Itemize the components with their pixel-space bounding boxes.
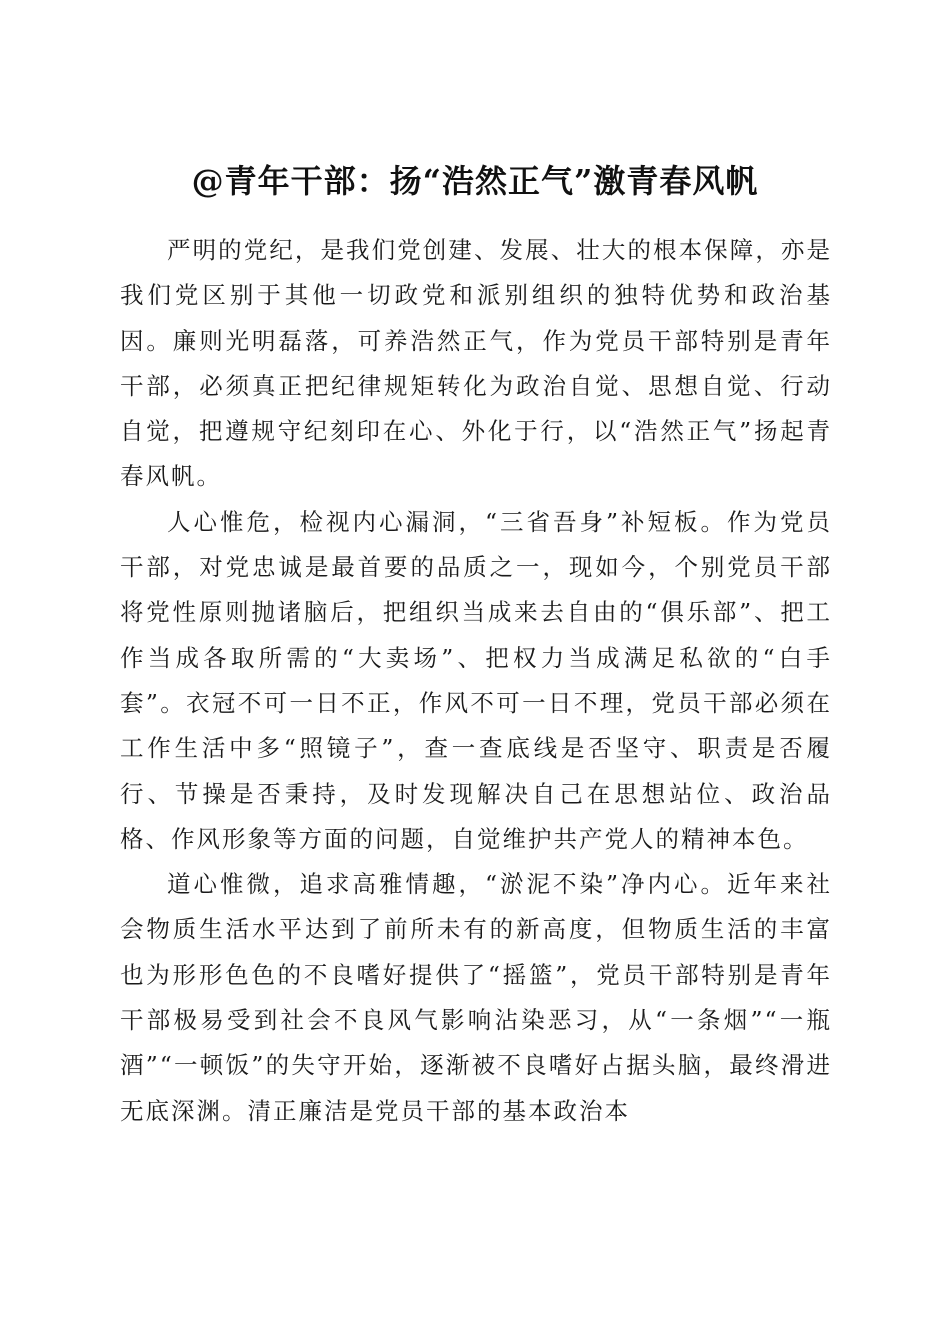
paragraph-2: 人心惟危，检视内心漏洞，“三省吾身”补短板。作为党员干部，对党忠诚是最首要的品质之一，现如今，个别党员干部将党性原则抛诸脑后，把组织当成来去自由的“俱乐部”、把工作当成各取所需的“大卖场”、把权力当成满足私欲的“白手套”。衣冠不可一日不正，作风不可一日不理，党员干部必须在工作生活中多“照镜子”，查一查底线是否坚守、职责是否履行、节操是否秉持，及时发现解决自己在思想站位、政治品格、作风形象等方面的问题，自觉维护共产党人的精神本色。 [120, 507, 832, 853]
paragraph-1: 严明的党纪，是我们党创建、发展、壮大的根本保障，亦是我们党区别于其他一切政党和派别组织的独特优势和政治基因。廉则光明磊落，可养浩然正气，作为党员干部特别是青年干部，必须真正把纪律规矩转化为政治自觉、思想自觉、行动自觉，把遵规守纪刻印在心、外化于行，以“浩然正气”扬起青春风帆。 [120, 236, 832, 491]
paragraph-3: 道心惟微，追求高雅情趣，“淤泥不染”净内心。近年来社会物质生活水平达到了前所未有的新高度，但物质生活的丰富也为形形色色的不良嗜好提供了“摇篮”，党员干部特别是青年干部极易受到社会不良风气影响沾染恶习，从“一条烟”“一瓶酒”“一顿饭”的失守开始，逐渐被不良嗜好占据头脑，最终滑进无底深渊。清正廉洁是党员干部的基本政治本 [120, 870, 832, 1125]
document-body [120, 228, 832, 1134]
document-title: @青年干部：扬“浩然正气”激青春风帆 [191, 162, 759, 201]
